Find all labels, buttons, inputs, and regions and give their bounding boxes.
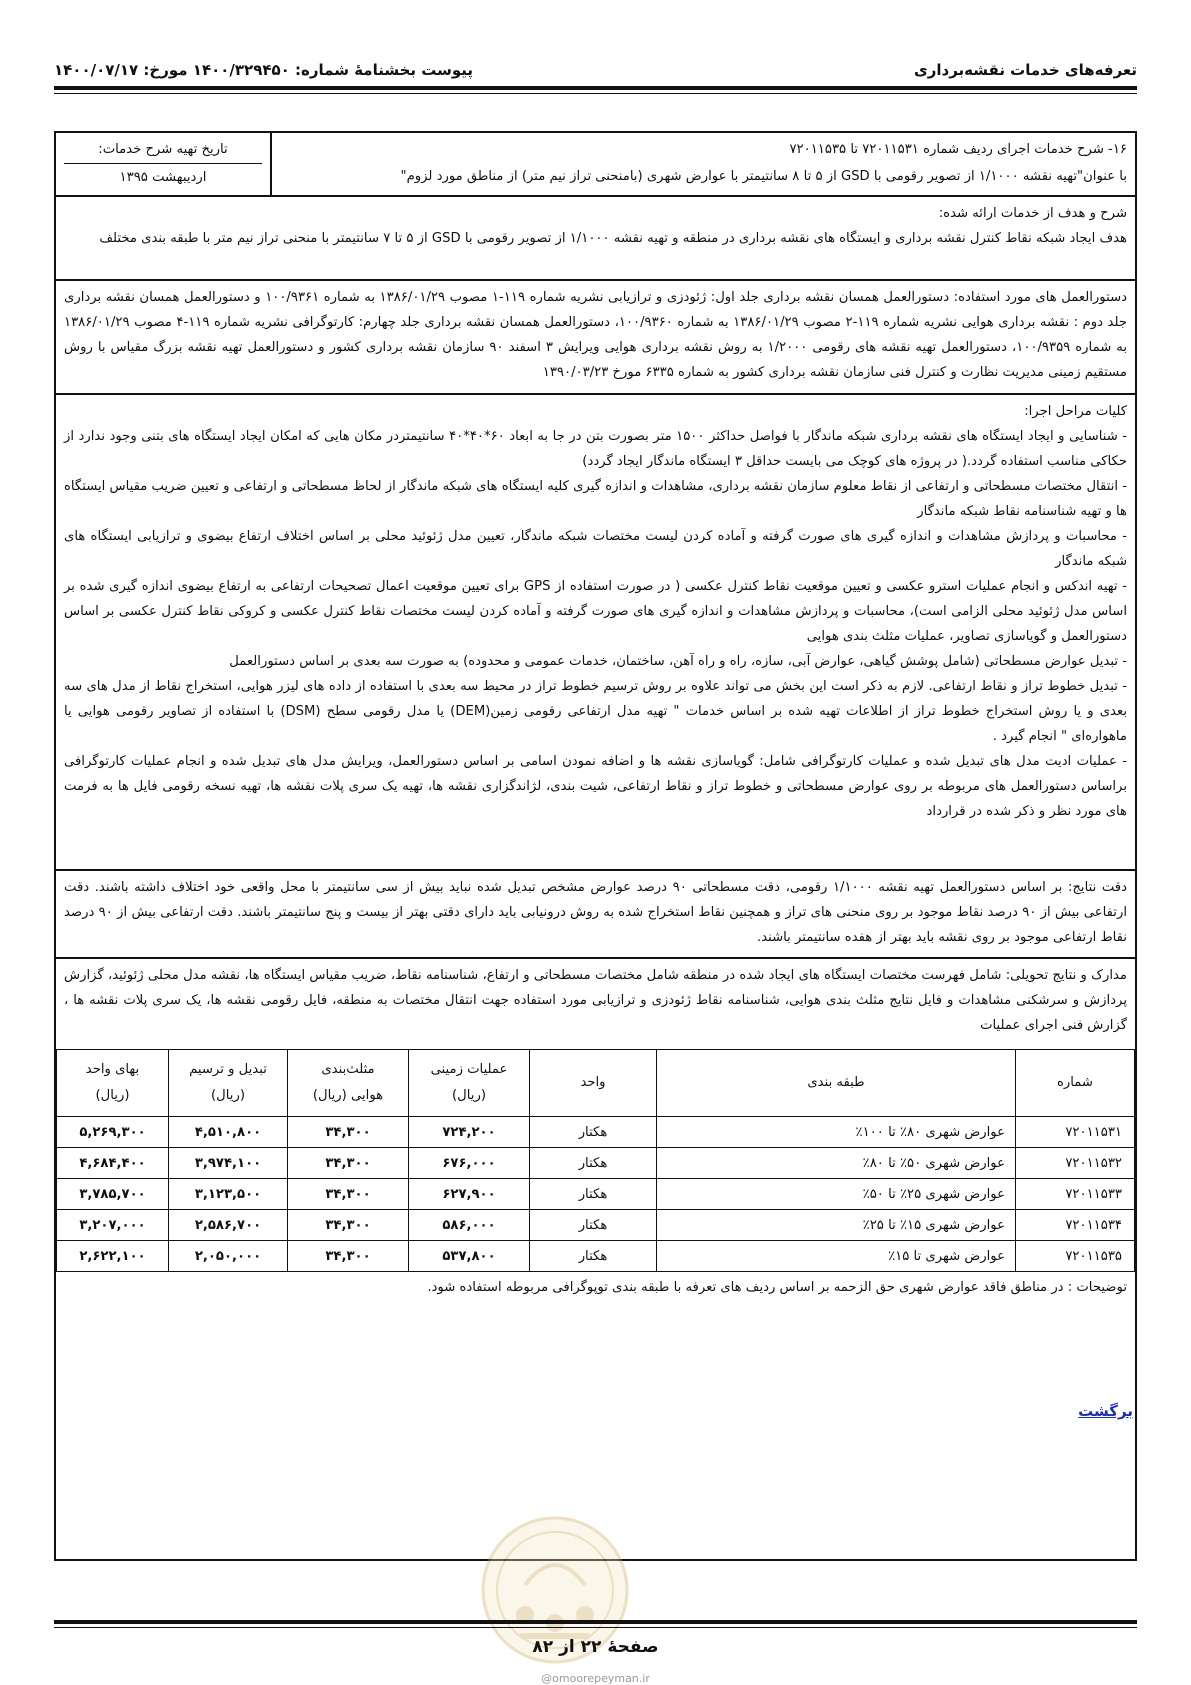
cell-class: عوارض شهری تا ۱۵٪ xyxy=(657,1241,1016,1272)
cell-unit: هکتار xyxy=(530,1148,657,1179)
cell-price: ۵,۲۶۹,۳۰۰ xyxy=(57,1117,169,1148)
cell-unit: هکتار xyxy=(530,1117,657,1148)
table-row xyxy=(57,1210,1135,1241)
table-row xyxy=(57,1179,1135,1210)
cell-convert: ۴,۵۱۰,۸۰۰ xyxy=(169,1117,288,1148)
cell-ground: ۶۲۷,۹۰۰ xyxy=(409,1179,530,1210)
cell-code: ۷۲۰۱۱۵۳۵ xyxy=(1016,1241,1135,1272)
objective-section xyxy=(56,197,1135,281)
cell-unit: هکتار xyxy=(530,1179,657,1210)
col-price xyxy=(57,1050,169,1117)
cell-price: ۲,۶۲۲,۱۰۰ xyxy=(57,1241,169,1272)
step-item: - تهیه اندکس و انجام عملیات استرو عکسی و تعیین موقعیت نقاط کنترل عکسی ( در صورت استفاده از GPS برای تعیین موقعیت اعمال تصحیحات ارتفاعی به ارتفاع بیضوی اندازه گیری شده بر اساس مدل ژئوئید محلی الزامی است)، محاسبات و پردازش مشاهدات و اندازه گیری های صورت گرفته و آماده کردن لیست مختصات نقاط کنترل عکسی و کروکی نقاط کنترل عکسی بر اساس دستورالعمل و گویاسازی تصاویر، عملیات مثلث بندی هوایی xyxy=(64,579,1127,644)
step-item: - تبدیل خطوط تراز و نقاط ارتفاعی. لازم به ذکر است این بخش می تواند علاوه بر روش ترسیم خطوط تراز در محیط سه بعدی با استفاده از داده های لیزر هوایی، استخراج نقاط از مدل های سه بعدی و یا روش استخراج خطوط تراز از اطلاعات تهیه شده بر اساس خدمات " تهیه مدل ارتفاعی رقومی زمین(DEM) یا مدل رقومی سطح (DSM) با استفاده از تصاویر رقومی هوایی یا ماهواره‌ای " انجام گیرد . xyxy=(64,679,1128,744)
document-title: تعرفه‌های خدمات نقشه‌برداری xyxy=(913,61,1137,79)
col-convert-line-1: تبدیل و ترسیم xyxy=(189,1062,267,1077)
cell-convert: ۳,۱۲۳,۵۰۰ xyxy=(169,1179,288,1210)
cell-unit: هکتار xyxy=(530,1241,657,1272)
cell-aerial: ۳۴,۳۰۰ xyxy=(288,1148,409,1179)
header-rule-thin xyxy=(54,93,1137,94)
cell-price: ۴,۶۸۴,۴۰۰ xyxy=(57,1148,169,1179)
col-code: شماره xyxy=(1016,1050,1135,1117)
col-price-line-1: بهای واحد xyxy=(85,1062,140,1077)
table-row xyxy=(57,1148,1135,1179)
col-aerial xyxy=(288,1050,409,1117)
col-class: طبقه بندی xyxy=(657,1050,1016,1117)
page-number: صفحهٔ ۲۲ از ۸۲ xyxy=(532,1637,659,1657)
objective-text: هدف ایجاد شبکه نقاط کنترل نقشه برداری و ایستگاه های نقشه برداری در منطقه و تهیه نقشه ۱/۱۰۰۰ از تصویر رقومی با GSD از ۵ تا ۷ سانتیمتر با منحنی تراز نیم متر با طبقه بندی مختلف xyxy=(99,231,1127,246)
objective-title: شرح و هدف از خدمات ارائه شده: xyxy=(938,206,1127,221)
preparation-date xyxy=(56,133,270,195)
accuracy-section xyxy=(56,871,1135,959)
back-link[interactable]: برگشت xyxy=(1078,1402,1133,1420)
col-aerial-line-2: هوایی (ریال) xyxy=(312,1088,384,1103)
footer-rule-thin xyxy=(54,1627,1137,1628)
cell-class: عوارض شهری ۸۰٪ تا ۱۰۰٪ xyxy=(657,1117,1016,1148)
col-price-line-2: (ریال) xyxy=(95,1088,130,1103)
preparation-date-value: اردیبهشت ۱۳۹۵ xyxy=(119,170,207,185)
cell-unit: هکتار xyxy=(530,1210,657,1241)
cell-class: عوارض شهری ۱۵٪ تا ۲۵٪ xyxy=(657,1210,1016,1241)
service-description-frame xyxy=(54,131,1137,1561)
footer-rule-thick xyxy=(54,1620,1137,1624)
watermark-handle: @omoorepeyman.ir xyxy=(541,1672,650,1685)
cell-code: ۷۲۰۱۱۵۳۱ xyxy=(1016,1117,1135,1148)
cell-ground: ۵۸۶,۰۰۰ xyxy=(409,1210,530,1241)
service-title-line-2: با عنوان"تهیه نقشه ۱/۱۰۰۰ از تصویر رقومی با GSD از ۵ تا ۸ سانتیمتر با عوارض شهری (بامنحنی تراز نیم متر) از مناطق مورد لزوم" xyxy=(400,169,1127,184)
preparation-date-label: تاریخ تهیه شرح خدمات: xyxy=(64,136,262,164)
col-ground-line-1: عملیات زمینی xyxy=(430,1062,508,1077)
cell-aerial: ۳۴,۳۰۰ xyxy=(288,1179,409,1210)
col-unit: واحد xyxy=(530,1050,657,1117)
deliverables-text: مدارک و نتایج تحویلی: شامل فهرست مختصات ایستگاه های ایجاد شده در منطقه شامل مختصات مسطحاتی و ارتفاع، شناسنامه نقاط، ضریب مقیاس ایستگاه ها، نقشه مدل محلی ژئوئید، گزارش پردازش و سرشکنی مشاهدات و فایل نتایج مثلث بندی هوایی، شناسنامه نقاط ژئودزی و ترازیابی مورد استفاده جهت انتقال مختصات به منطقه، فایل رقومی نقشه ها، یک سری پلات نقشه ها ، گزارش فنی اجرای عملیات xyxy=(64,968,1127,1033)
cell-aerial: ۳۴,۳۰۰ xyxy=(288,1241,409,1272)
step-item: - شناسایی و ایجاد ایستگاه های نقشه برداری شبکه ماندگار با فواصل حداکثر ۱۵۰۰ متر بصورت بتن در جا به ابعاد ۶۰*۴۰*۴۰ سانتیمتردر مکان هایی که امکان ایجاد ایستگاه های بتنی وجود ندارد از حکاکی مناسب استفاده گردد.( در پروژه های کوچک می بایست حداقل ۳ ایستگاه ماندگار ایجاد گردد) xyxy=(64,429,1128,469)
cell-ground: ۷۲۴,۲۰۰ xyxy=(409,1117,530,1148)
cell-code: ۷۲۰۱۱۵۳۴ xyxy=(1016,1210,1135,1241)
col-convert xyxy=(169,1050,288,1117)
deliverables-section xyxy=(56,959,1135,1049)
cell-convert: ۳,۹۷۴,۱۰۰ xyxy=(169,1148,288,1179)
cell-ground: ۶۷۶,۰۰۰ xyxy=(409,1148,530,1179)
table-header-row xyxy=(57,1050,1135,1117)
instructions-section xyxy=(56,281,1135,395)
circular-reference: پیوست بخشنامهٔ شماره: ۱۴۰۰/۳۲۹۴۵۰ مورخ: ۱۴۰۰/۰۷/۱۷ xyxy=(54,61,474,79)
cell-convert: ۲,۵۸۶,۷۰۰ xyxy=(169,1210,288,1241)
table-row xyxy=(57,1117,1135,1148)
col-ground-line-2: (ریال) xyxy=(452,1088,486,1103)
page-header xyxy=(54,56,1137,84)
service-title-row xyxy=(56,133,1135,197)
cell-class: عوارض شهری ۲۵٪ تا ۵۰٪ xyxy=(657,1179,1016,1210)
service-title-line-1: ۱۶- شرح خدمات اجرای ردیف شماره ۷۲۰۱۱۵۳۱ تا ۷۲۰۱۱۵۳۵ xyxy=(789,142,1127,157)
step-item: - انتقال مختصات مسطحاتی و ارتفاعی از نقاط معلوم سازمان نقشه برداری، مشاهدات و اندازه گیری کلیه ایستگاه های شبکه ماندگار از لحاظ مسطحاتی و ارتفاعی و تعیین ضریب مقیاس ایستگاه ها و تهیه شناسنامه نقاط شبکه ماندگار xyxy=(64,479,1127,519)
steps-title: کلیات مراحل اجرا: xyxy=(1024,404,1127,419)
service-title xyxy=(270,133,1135,195)
col-aerial-line-1: مثلث‌بندی xyxy=(321,1062,375,1077)
accuracy-text: دقت نتایج: بر اساس دستورالعمل تهیه نقشه ۱/۱۰۰۰ رقومی، دقت مسطحاتی ۹۰ درصد عوارض مشخص تبدیل شده نباید بیش از سی سانتیمتر با محل واقعی خود اختلاف داشته باشند. دقت ارتفاعی بیش از ۹۰ درصد نقاط موجود بر روی منحنی های تراز و همچنین نقاط استخراج شده به روش درونیابی باید دارای دقتی بهتر از بیست و پنج سانتیمتر باشند. دقت ارتفاعی بیش از ۹۰ درصد نقاط ارتفاعی موجود بر روی نقشه باید بهتر از هفده سانتیمتر باشند. xyxy=(64,880,1128,945)
header-rule-thick xyxy=(54,86,1137,90)
step-item: - تبدیل عوارض مسطحاتی (شامل پوشش گیاهی، عوارض آبی، سازه، راه و راه آهن، ساختمان، خدمات عمومی و محدوده) به صورت سه بعدی بر اساس دستورالعمل xyxy=(229,654,1127,669)
table-row xyxy=(57,1241,1135,1272)
col-convert-line-2: (ریال) xyxy=(211,1088,245,1103)
cell-price: ۳,۲۰۷,۰۰۰ xyxy=(57,1210,169,1241)
step-item: - عملیات ادیت مدل های تبدیل شده و عملیات کارتوگرافی شامل: گویاسازی نقشه ها و اضافه نمودن اسامی بر اساس دستورالعمل، ویرایش مدل های تبدیل شده و انجام عملیات کارتوگرافی براساس دستورالعمل های مربوطه بر روی عوارض مسطحاتی و خطوط تراز و نقاط ارتفاعی، شیت بندی، لژاندگزاری نقشه ها، تهیه یک سری پلات نقشه ها، تهیه نسخه رقومی فایل ها به فرمت های مورد نظر و ذکر شده در قرارداد xyxy=(64,754,1127,819)
instructions-text: دستورالعمل های مورد استفاده: دستورالعمل همسان نقشه برداری جلد اول: ژئودزی و ترازیابی نشریه شماره ۱۱۹-۱ مصوب ۱۳۸۶/۰۱/۲۹ به شماره ۱۰۰/۹۳۶۱ و دستورالعمل همسان نقشه برداری جلد دوم : نقشه برداری هوایی نشریه شماره ۱۱۹-۲ مصوب ۱۳۸۶/۰۱/۲۹ به شماره ۱۰۰/۹۳۶۰، دستورالعمل همسان نقشه برداری جلد چهارم: کارتوگرافی نشریه شماره ۱۱۹-۴ مصوب ۱۳۸۶/۰۱/۲۹ به شماره ۱۰۰/۹۳۵۹، دستورالعمل تهیه نقشه های رقومی ۱/۲۰۰۰ به روش نقشه برداری هوایی ویرایش ۳ اسفند ۹۰ سازمان نقشه برداری کشور و دستورالعمل تهیه نقشه بزرگ مقیاس با روش مستقیم زمینی مدیریت نظارت و کنترل فنی سازمان نقشه برداری کشور به شماره ۶۳۳۵ مورخ ۱۳۹۰/۰۳/۲۳ xyxy=(64,290,1127,380)
cell-convert: ۲,۰۵۰,۰۰۰ xyxy=(169,1241,288,1272)
cell-price: ۳,۷۸۵,۷۰۰ xyxy=(57,1179,169,1210)
table-note: توضیحات : در مناطق فاقد عوارض شهری حق الزحمه بر اساس ردیف های تعرفه با طبقه بندی توپوگرافی مربوطه استفاده شود. xyxy=(427,1280,1127,1295)
col-ground xyxy=(409,1050,530,1117)
cell-code: ۷۲۰۱۱۵۳۳ xyxy=(1016,1179,1135,1210)
cell-code: ۷۲۰۱۱۵۳۲ xyxy=(1016,1148,1135,1179)
steps-section xyxy=(56,395,1135,871)
step-item: - محاسبات و پردازش مشاهدات و اندازه گیری های صورت گرفته و آماده کردن لیست مختصات شبکه ماندگار، تعیین مدل ژئوئید محلی بر اساس اختلاف ارتفاع بیضوی و ترازیابی ایستگاه های شبکه ماندگار xyxy=(64,529,1127,569)
cell-class: عوارض شهری ۵۰٪ تا ۸۰٪ xyxy=(657,1148,1016,1179)
cell-aerial: ۳۴,۳۰۰ xyxy=(288,1210,409,1241)
cell-ground: ۵۳۷,۸۰۰ xyxy=(409,1241,530,1272)
tariff-table xyxy=(56,1049,1135,1272)
cell-aerial: ۳۴,۳۰۰ xyxy=(288,1117,409,1148)
